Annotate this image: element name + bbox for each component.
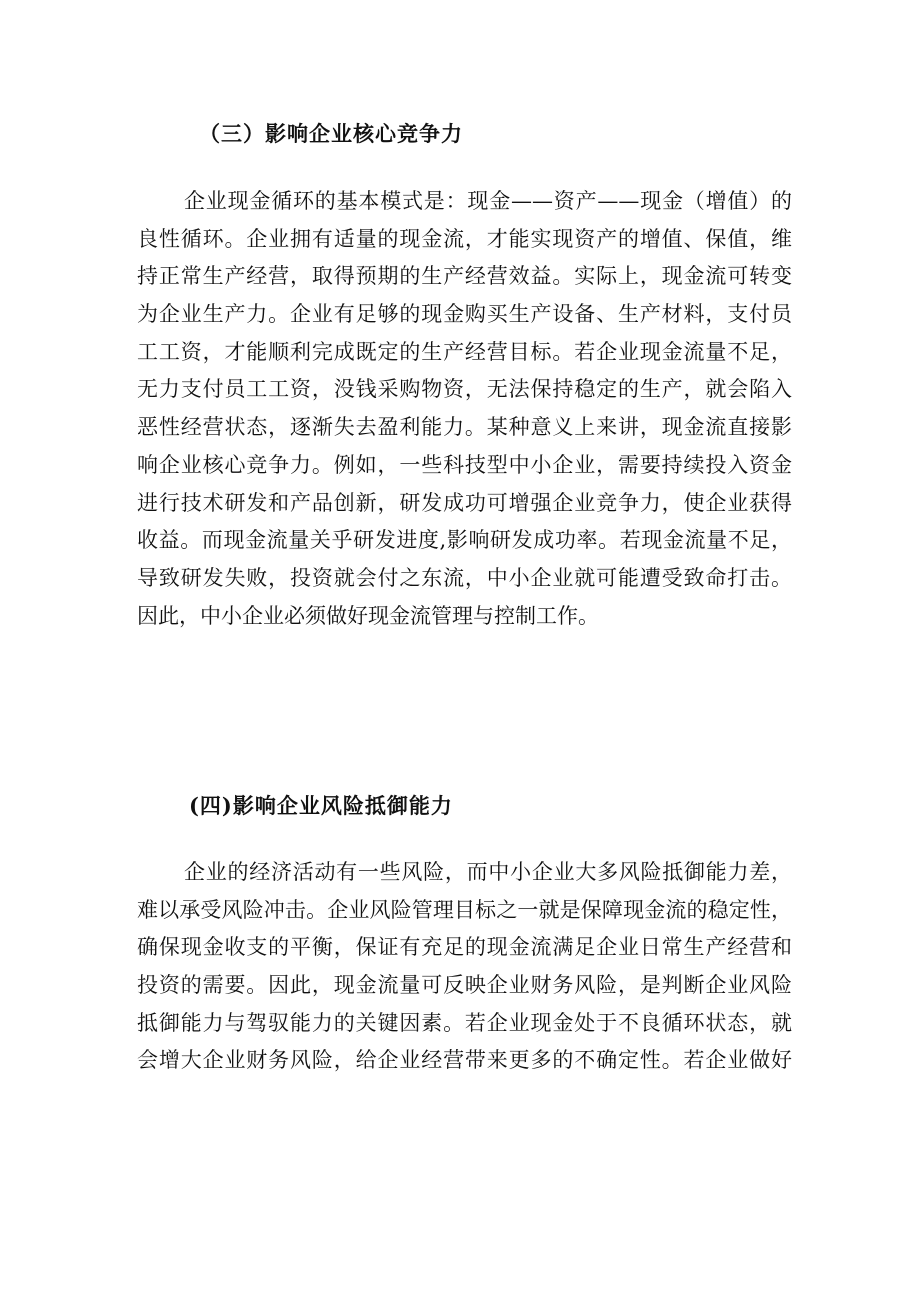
paragraph-line: 良性循环。企业拥有适量的现金流，才能实现资产的增值、保值，维 [137, 226, 792, 251]
paragraph-line: 导致研发失败，投资就会付之东流，中小企业就可能遭受致命打击。 [137, 565, 792, 590]
paragraph-line: 无力支付员工工资，没钱采购物资，无法保持稳定的生产，就会陷入 [137, 377, 792, 402]
section-4-heading: (四)影响企业风险抵御能力 [189, 793, 453, 818]
paragraph-line: 因此，中小企业必须做好现金流管理与控制工作。 [137, 603, 599, 628]
section-4-paragraph [137, 854, 792, 1080]
paragraph-line: 为企业生产力。企业有足够的现金购买生产设备、生产材料，支付员 [137, 302, 792, 327]
section-3-heading: （三）影响企业核心竞争力 [199, 121, 463, 146]
paragraph-line: 收益。而现金流量关乎研发进度,影响研发成功率。若现金流量不足， [137, 528, 792, 553]
paragraph-line: 难以承受风险冲击。企业风险管理目标之一就是保障现金流的稳定性， [137, 897, 792, 922]
paragraph-line: 确保现金收支的平衡，保证有充足的现金流满足企业日常生产经营和 [137, 935, 792, 960]
paragraph-line: 响企业核心竞争力。例如，一些科技型中小企业，需要持续投入资金 [137, 452, 792, 477]
section-3-paragraph [137, 183, 792, 635]
paragraph-line: 进行技术研发和产品创新，研发成功可增强企业竞争力，使企业获得 [137, 490, 792, 515]
paragraph-line: 企业的经济活动有一些风险，而中小企业大多风险抵御能力差， [184, 860, 792, 884]
paragraph-line: 抵御能力与驾驭能力的关键因素。若企业现金处于不良循环状态，就 [137, 1010, 792, 1035]
paragraph-line: 企业现金循环的基本模式是：现金——资产——现金（增值）的 [184, 189, 792, 213]
paragraph-line: 工工资，才能顺利完成既定的生产经营目标。若企业现金流量不足， [137, 339, 792, 364]
paragraph-line: 持正常生产经营，取得预期的生产经营效益。实际上，现金流可转变 [137, 264, 792, 289]
paragraph-line: 投资的需要。因此，现金流量可反映企业财务风险，是判断企业风险 [137, 973, 792, 998]
paragraph-line: 会增大企业财务风险，给企业经营带来更多的不确定性。若企业做好 [137, 1048, 792, 1073]
paragraph-line: 恶性经营状态，逐渐失去盈利能力。某种意义上来讲，现金流直接影 [137, 415, 792, 440]
